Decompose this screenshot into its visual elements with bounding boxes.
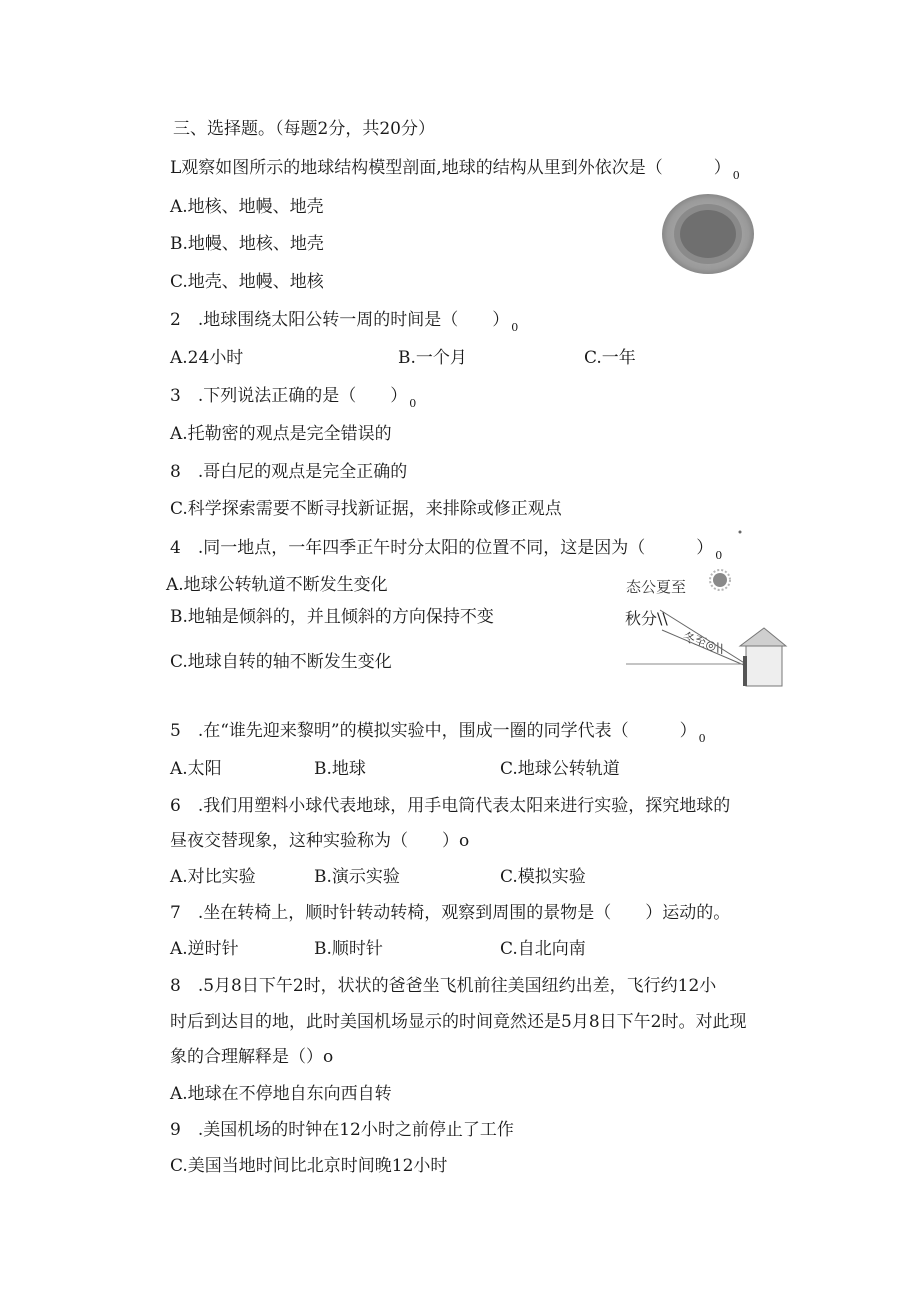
question-8-option-b: 9 .美国机场的时钟在12小时之前停止了工作	[170, 1120, 514, 1140]
sun-dot-icon	[739, 531, 742, 534]
question-4-tail: 0	[715, 549, 723, 562]
question-6-option-c: C.模拟实验	[500, 867, 586, 887]
earth-core-shape	[680, 210, 736, 258]
question-1-tail: 0	[732, 169, 740, 182]
question-3-stem	[170, 385, 416, 409]
question-1-text: L观察如图所示的地球结构模型剖面,地球的结构从里到外依次是（ ）	[170, 158, 731, 178]
question-6-stem-line-1: 6 .我们用塑料小球代表地球，用手电筒代表太阳来进行实验，探究地球的	[170, 796, 731, 816]
question-8-option-c: C.美国当地时间比北京时间晚12小时	[170, 1156, 448, 1176]
question-3-tail: 0	[409, 397, 417, 410]
earth-structure-diagram	[658, 192, 758, 277]
question-2-option-b: B.一个月	[398, 348, 467, 368]
house-icon	[740, 628, 786, 686]
question-2-stem	[170, 309, 518, 333]
question-5-option-c: C.地球公转轨道	[500, 759, 620, 779]
question-8-stem-line-2: 时后到达目的地，此时美国机场显示的时间竟然还是5月8日下午2时。对此现	[170, 1012, 747, 1032]
question-4-option-b: B.地轴是倾斜的，并且倾斜的方向保持不变	[170, 607, 494, 627]
label-autumn-equinox: 秋分\\	[625, 609, 668, 628]
question-8-stem-line-3: 象的合理解释是（）o	[170, 1047, 334, 1067]
question-5-stem	[170, 720, 706, 744]
question-5-option-a: A.太阳	[170, 759, 222, 779]
summer-sun-icon	[710, 570, 730, 590]
question-1-stem	[170, 157, 740, 181]
question-1-option-b: B.地幔、地核、地壳	[170, 234, 324, 254]
question-8-option-a: A.地球在不停地自东向西自转	[170, 1084, 392, 1104]
question-7-option-a: A.逆时针	[170, 939, 239, 959]
question-7-option-c: C.自北向南	[500, 939, 586, 959]
question-5-option-b: B.地球	[314, 759, 366, 779]
question-5-tail: 0	[698, 732, 706, 745]
label-winter-solstice: 冬至◎\\	[681, 629, 726, 657]
question-7-stem: 7 .坐在转椅上，顺时针转动转椅，观察到周围的景物是（ ）运动的。	[170, 903, 731, 923]
sun-ray-line	[660, 610, 746, 664]
question-3-option-c: C.科学探索需要不断寻找新证据，来排除或修正观点	[170, 499, 562, 519]
question-1-option-c: C.地壳、地幔、地核	[170, 272, 324, 292]
label-summer-solstice: 态公夏至	[626, 578, 687, 596]
sun-angle-diagram	[622, 528, 792, 690]
question-3-option-b: 8 .哥白尼的观点是完全正确的	[170, 462, 408, 482]
question-2-tail: 0	[511, 321, 519, 334]
question-4-option-c: C.地球自转的轴不断发生变化	[170, 652, 392, 672]
question-5-text: 5 .在“谁先迎来黎明”的模拟实验中，围成一圈的同学代表（ ）	[170, 721, 697, 741]
question-6-stem-line-2: 昼夜交替现象，这种实验称为（ ）o	[170, 831, 470, 851]
question-6-option-b: B.演示实验	[314, 867, 400, 887]
question-2-option-c: C.一年	[584, 348, 636, 368]
question-1-option-a: A.地核、地幔、地壳	[170, 197, 324, 217]
question-6-option-a: A.对比实验	[170, 867, 256, 887]
section-title: 三、选择题。（每题2分，共20分）	[173, 119, 435, 139]
question-4-text: 4 .同一地点，一年四季正午时分太阳的位置不同，这是因为（ ）	[170, 538, 714, 558]
question-7-option-b: B.顺时针	[314, 939, 383, 959]
question-3-option-a: A.托勒密的观点是完全错误的	[170, 424, 392, 444]
question-8-stem-line-1: 8 .5月8日下午2时，状状的爸爸坐飞机前往美国纽约出差，飞行约12小	[170, 976, 717, 996]
question-4-option-a: A.地球公转轨道不断发生变化	[166, 575, 388, 595]
question-2-option-a: A.24小时	[170, 348, 244, 368]
question-2-text: 2 .地球围绕太阳公转一周的时间是（ ）	[170, 310, 510, 330]
question-3-text: 3 .下列说法正确的是（ ）	[170, 386, 408, 406]
